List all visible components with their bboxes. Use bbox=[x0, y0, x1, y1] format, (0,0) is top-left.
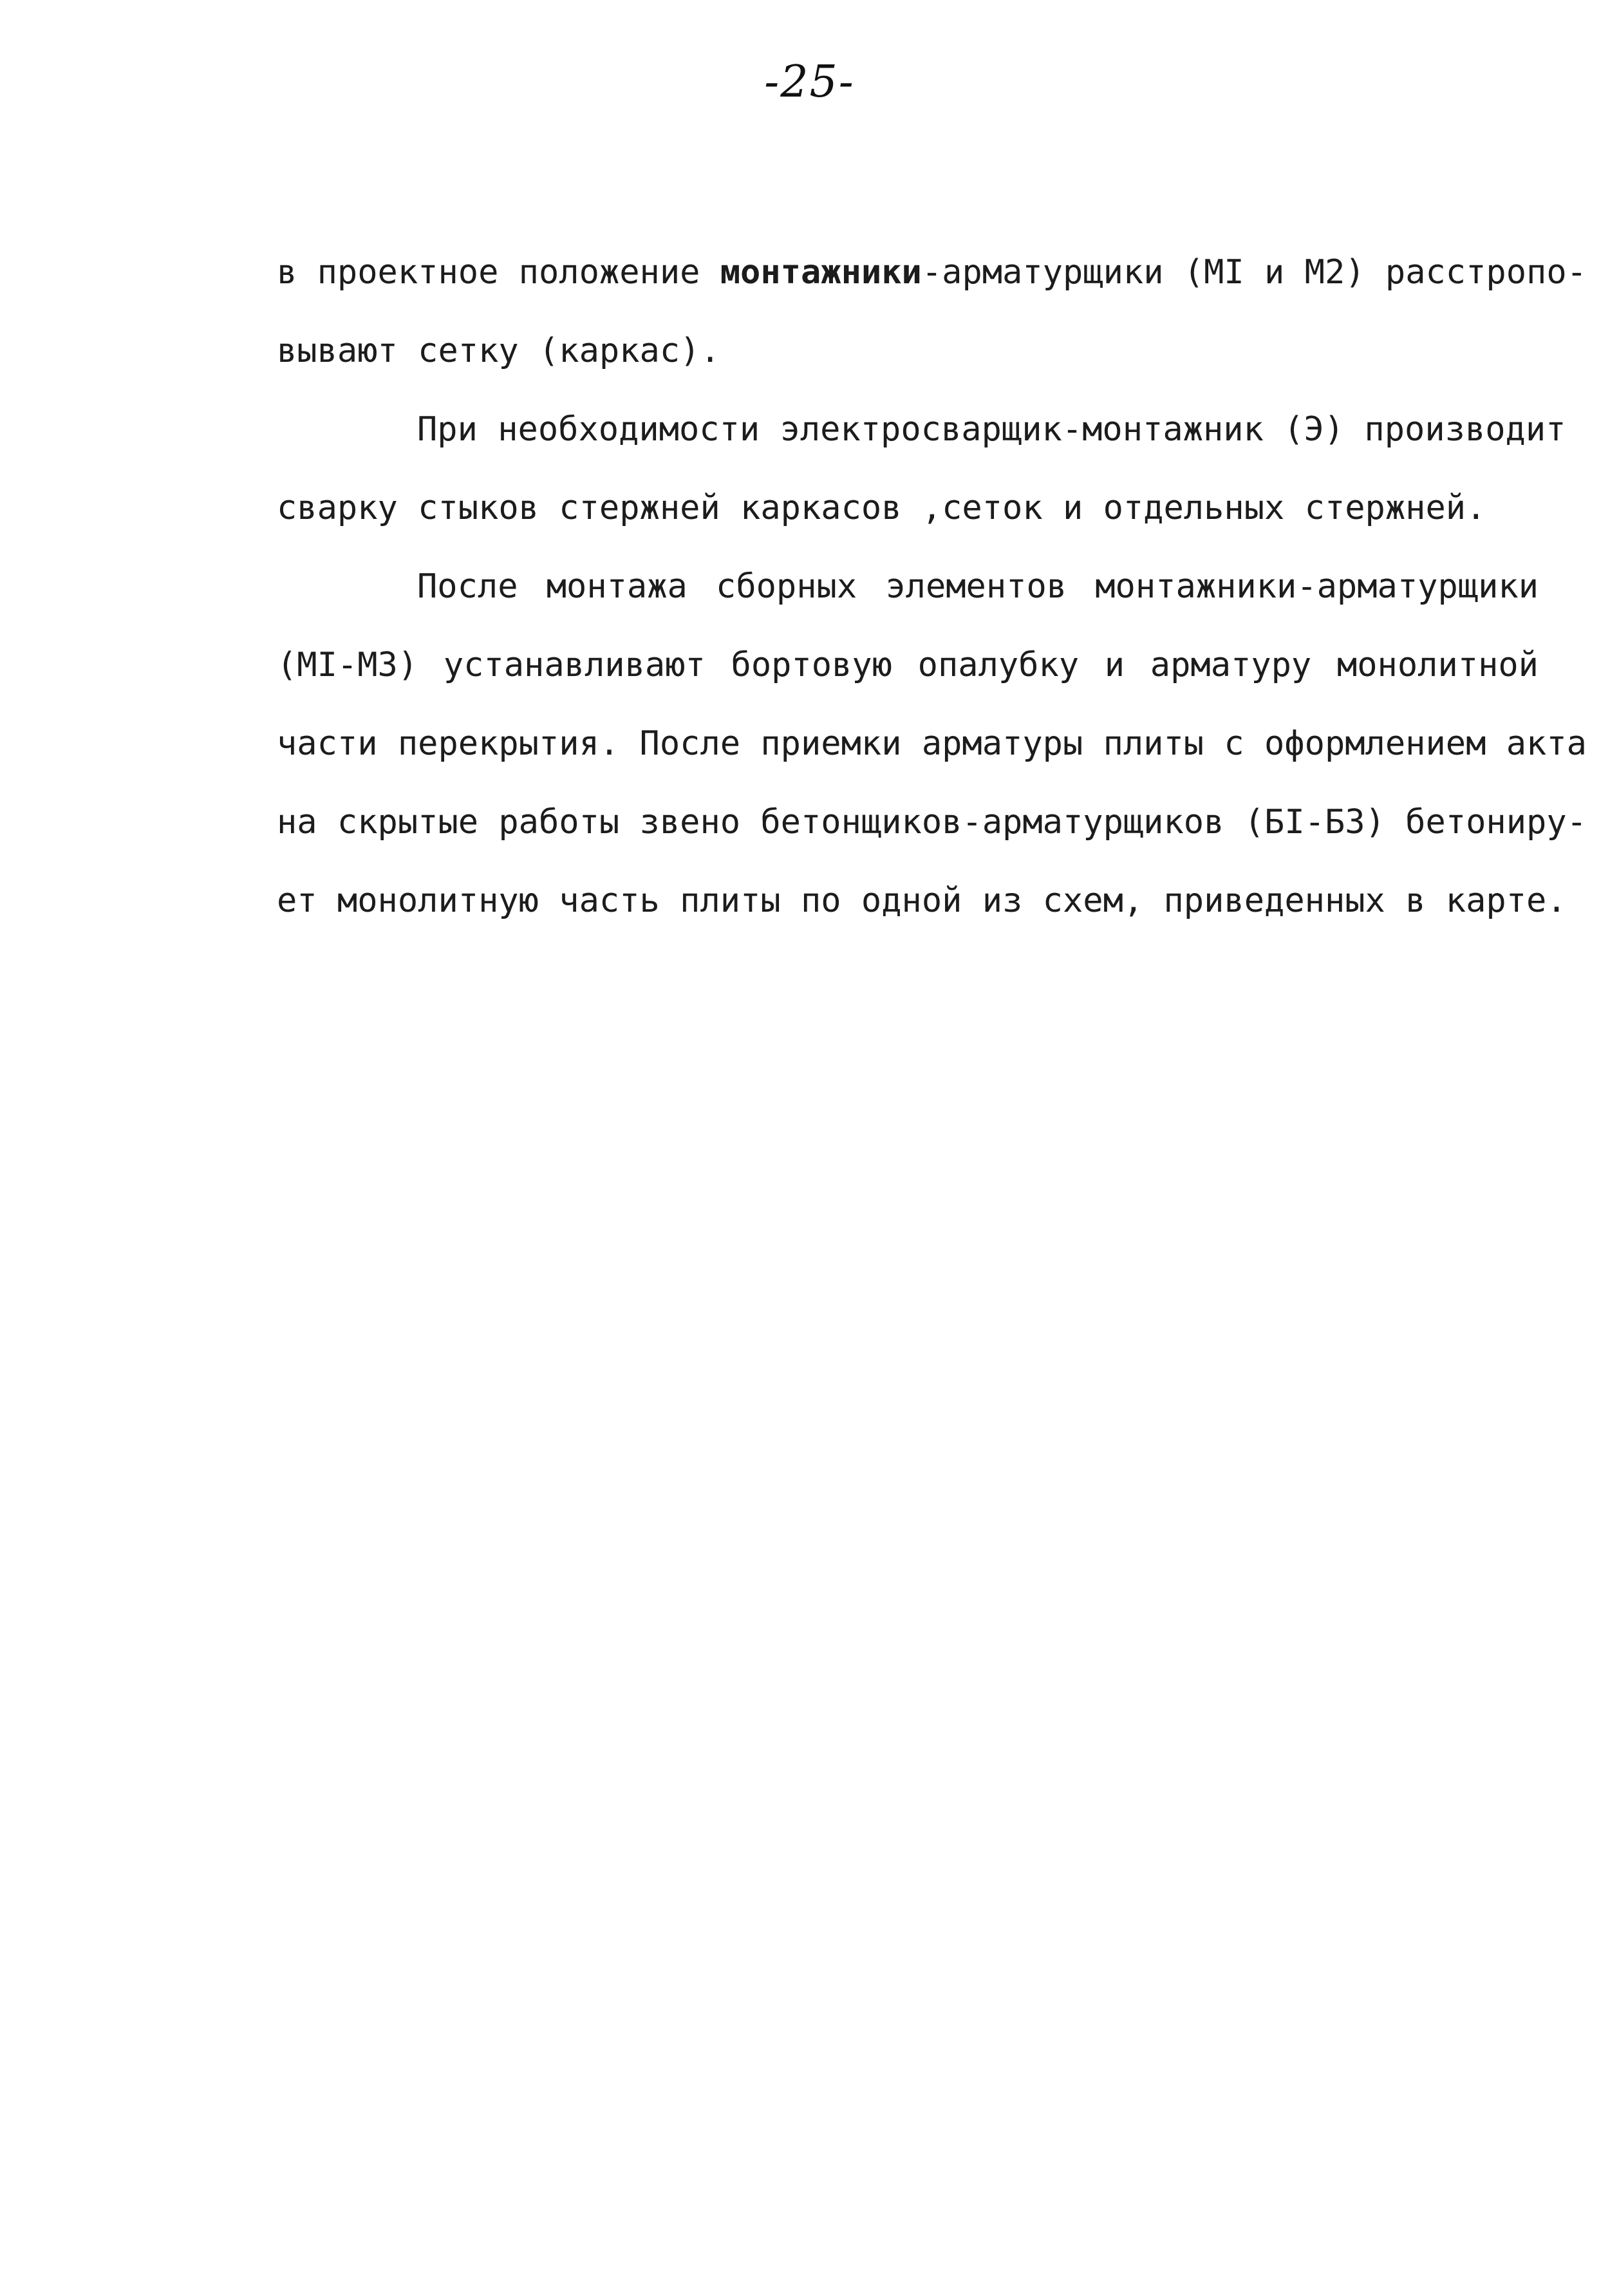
text-line: вывают сетку (каркас). bbox=[277, 332, 720, 370]
text-line: на скрытые работы звено бетонщиков-арматурщиков (БI-Б3) бетониру- bbox=[277, 803, 1587, 842]
text-line: После монтажа сборных элементов монтажники-арматурщики bbox=[417, 567, 1539, 606]
bold-term: монтажники bbox=[720, 253, 922, 292]
document-body bbox=[277, 233, 1587, 940]
page-number: -25- bbox=[764, 57, 855, 108]
text-line: сварку стыков стержней каркасов ,сеток и отдельных стержней. bbox=[277, 489, 1486, 527]
text-line: в проектное положение монтажники-арматурщики (МI и М2) расстропо- bbox=[277, 253, 1587, 292]
text-line: При необходимости электросварщик-монтажник (Э) производит bbox=[417, 410, 1566, 449]
text-line: части перекрытия. После приемки арматуры плиты с оформлением акта bbox=[277, 724, 1587, 763]
text-line: (МI-М3) устанавливают бортовую опалубку и арматуру монолитной bbox=[277, 646, 1539, 684]
text-line: ет монолитную часть плиты по одной из схем, приведенных в карте. bbox=[277, 881, 1567, 920]
